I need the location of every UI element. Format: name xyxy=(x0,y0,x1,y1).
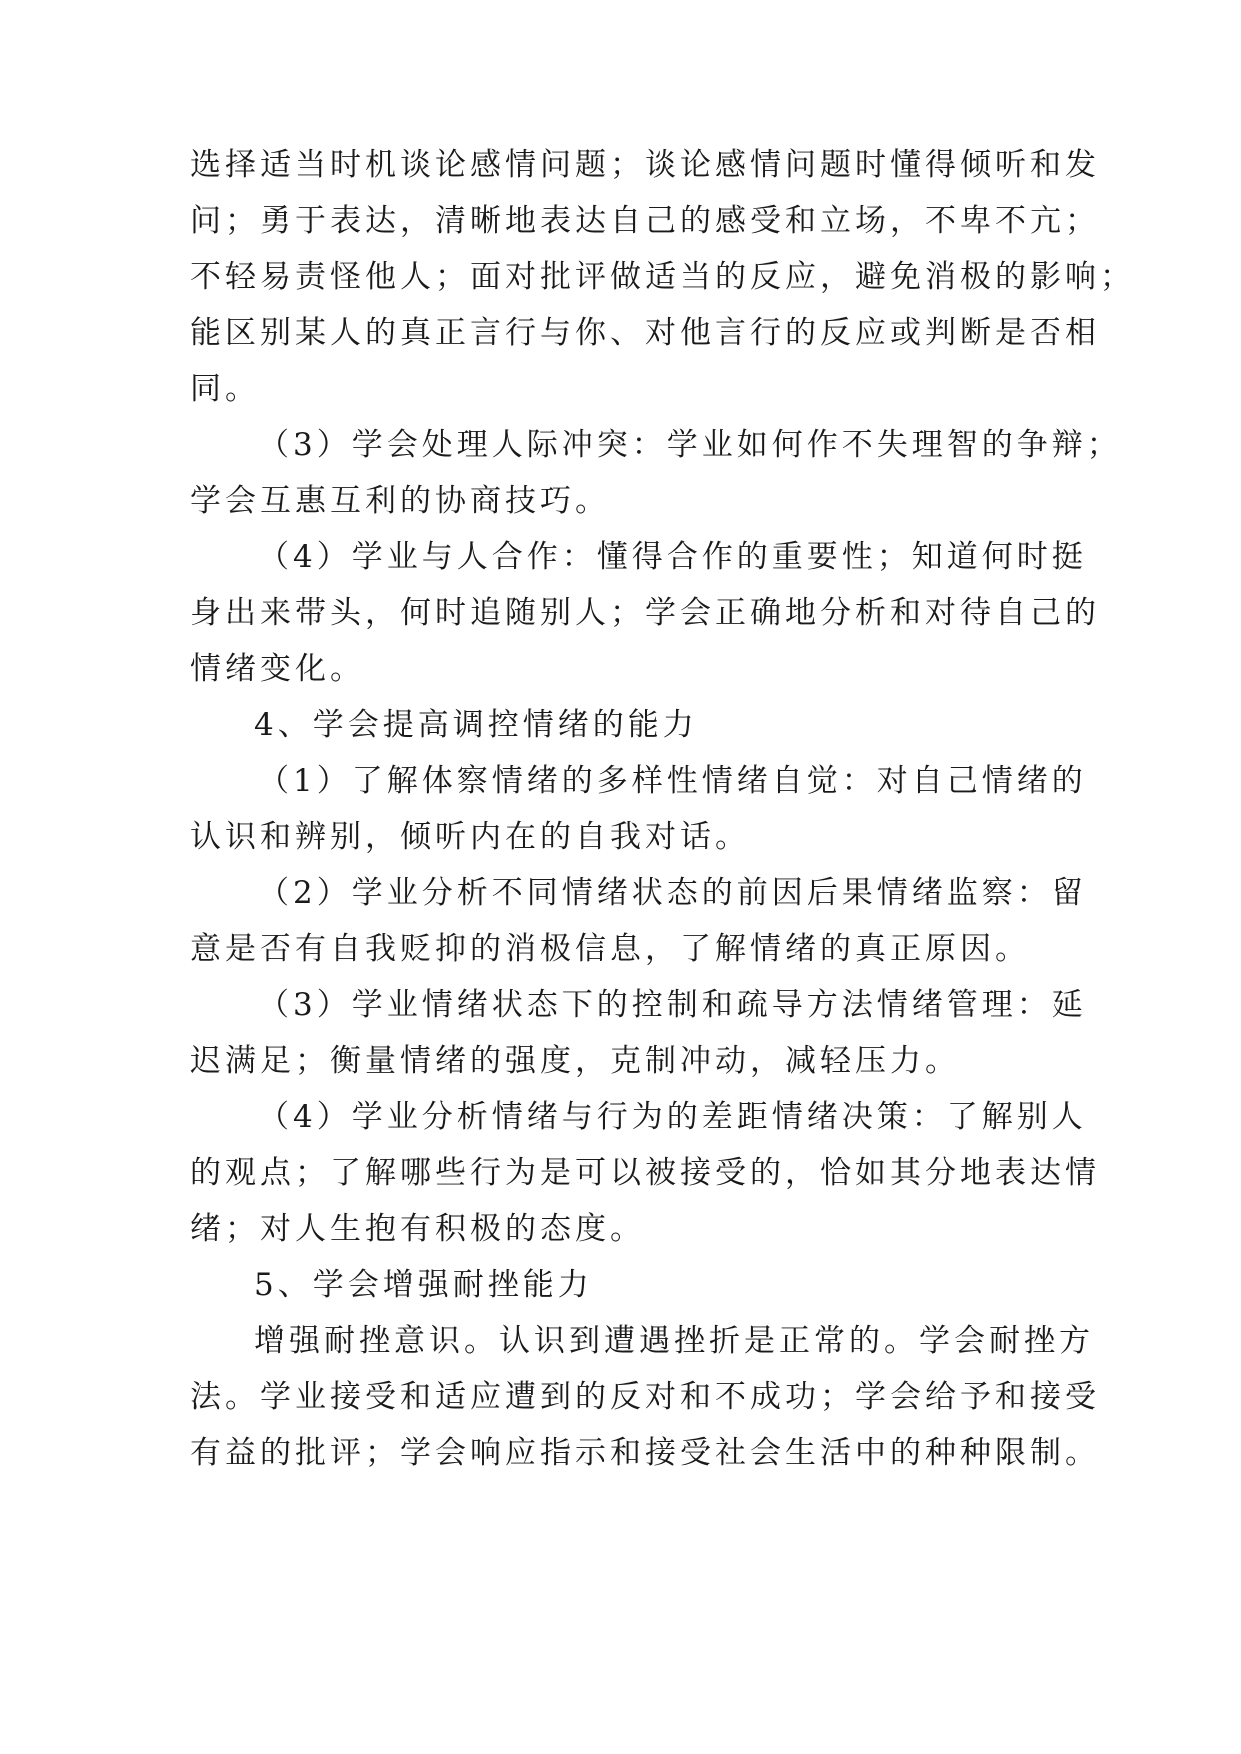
text-line: 增强耐挫意识。认识到遭遇挫折是正常的。学会耐挫方 xyxy=(254,1323,1094,1359)
text-line: （1）了解体察情绪的多样性情绪自觉：对自己情绪的 xyxy=(258,763,1087,799)
section-heading: 4、学会提高调控情绪的能力 xyxy=(254,707,698,743)
text-line: 迟满足；衡量情绪的强度，克制冲动，减轻压力。 xyxy=(190,1043,960,1079)
text-line: （4）学业与人合作：懂得合作的重要性；知道何时挺 xyxy=(258,539,1087,575)
text-line: 情绪变化。 xyxy=(190,651,365,687)
text-line: 选择适当时机谈论感情问题；谈论感情问题时懂得倾听和发 xyxy=(190,147,1100,183)
text-line: 绪；对人生抱有积极的态度。 xyxy=(190,1211,645,1247)
text-line: 同。 xyxy=(190,371,260,407)
text-line: 的观点；了解哪些行为是可以被接受的，恰如其分地表达情 xyxy=(190,1155,1100,1191)
text-line: 不轻易责怪他人；面对批评做适当的反应，避免消极的影响； xyxy=(190,259,1135,295)
text-line: （2）学业分析不同情绪状态的前因后果情绪监察：留 xyxy=(258,875,1087,911)
text-line: 问；勇于表达，清晰地表达自己的感受和立场，不卑不亢； xyxy=(190,203,1100,239)
text-line: 意是否有自我贬抑的消极信息，了解情绪的真正原因。 xyxy=(190,931,1030,967)
text-line: 有益的批评；学会响应指示和接受社会生活中的种种限制。 xyxy=(190,1435,1100,1471)
text-line: （3）学业情绪状态下的控制和疏导方法情绪管理：延 xyxy=(258,987,1087,1023)
text-line: 认识和辨别，倾听内在的自我对话。 xyxy=(190,819,750,855)
text-line: 身出来带头，何时追随别人；学会正确地分析和对待自己的 xyxy=(190,595,1100,631)
text-line: 法。学业接受和适应遭到的反对和不成功；学会给予和接受 xyxy=(190,1379,1100,1415)
text-line: 能区别某人的真正言行与你、对他言行的反应或判断是否相 xyxy=(190,315,1100,351)
text-line: （3）学会处理人际冲突：学业如何作不失理智的争辩； xyxy=(258,427,1122,463)
text-line: （4）学业分析情绪与行为的差距情绪决策：了解别人 xyxy=(258,1099,1087,1135)
text-line: 学会互惠互利的协商技巧。 xyxy=(190,483,610,519)
section-heading: 5、学会增强耐挫能力 xyxy=(254,1267,593,1303)
